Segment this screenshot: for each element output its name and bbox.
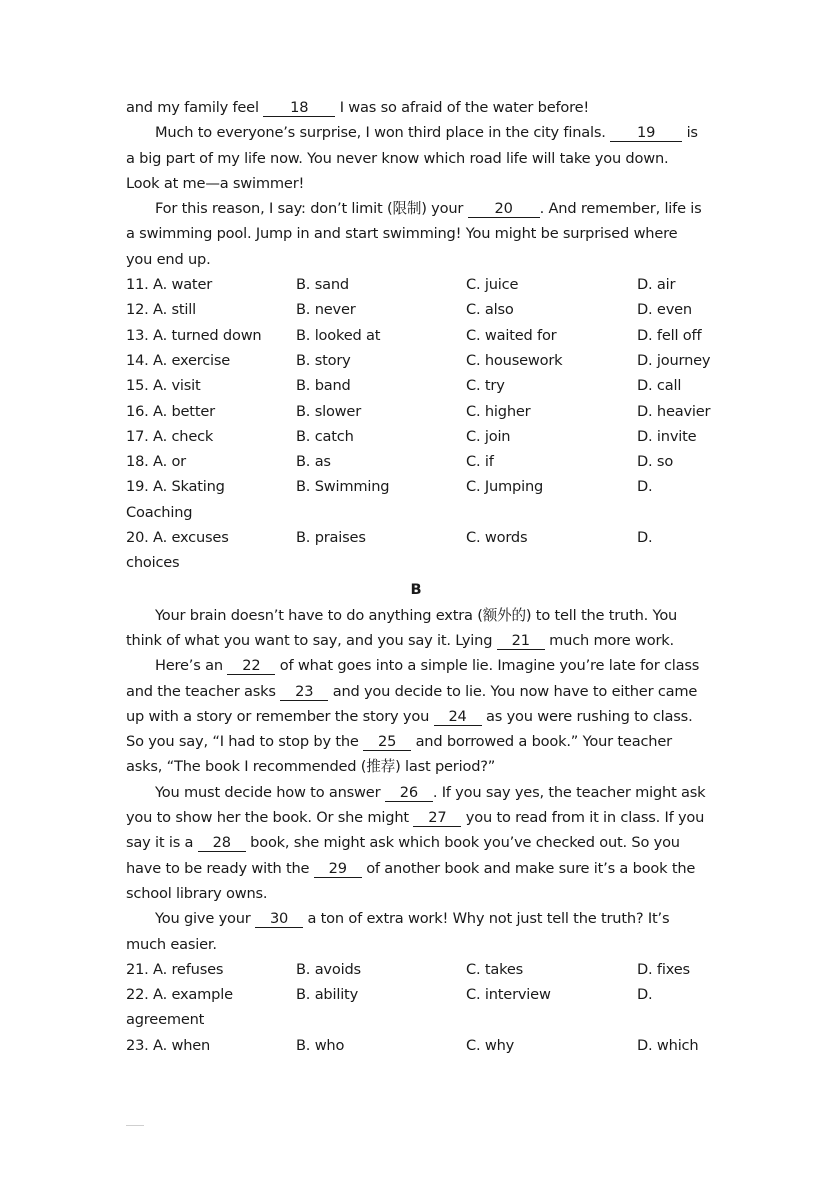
option-d: D. fixes <box>637 960 690 978</box>
option-row-19 <box>126 474 706 499</box>
section-b-heading: B <box>410 580 422 598</box>
option-c: C. juice <box>466 276 519 294</box>
blank-21: 21 <box>497 632 545 650</box>
option-d: D. call <box>637 377 682 395</box>
option-c: C. interview <box>466 986 551 1004</box>
option-d: D. air <box>637 276 676 294</box>
text-fragment: Your brain doesn’t have to do anything extra (额外的) to tell the truth. You think of what you want to say, and you say it. Lying <box>126 606 678 649</box>
text-fragment: and borrowed a book.” Your teacher asks, “The book I recommended (推荐) last period?” <box>126 733 672 776</box>
options-list-b <box>126 957 706 1058</box>
option-b: B. Swimming <box>296 478 390 496</box>
option-a: 23. A. when <box>126 1036 211 1054</box>
passage-b-paragraph-4 <box>126 906 706 957</box>
option-c: C. takes <box>466 960 524 978</box>
option-d: D. which <box>637 1036 699 1054</box>
option-d: D. invite <box>637 427 697 445</box>
option-a: 13. A. turned down <box>126 326 262 344</box>
option-c: C. if <box>466 453 494 471</box>
passage-b-paragraph-2 <box>126 653 706 779</box>
text-fragment: you to read from it in class. If you say it is a <box>126 809 705 852</box>
option-row-16 <box>126 399 711 424</box>
option-d: D. so <box>637 453 674 471</box>
option-a: 22. A. example <box>126 986 233 1004</box>
text-fragment: of what goes into a simple lie. Imagine you’re late for class and the teacher asks <box>126 657 700 700</box>
option-c: C. also <box>466 301 514 319</box>
option-b: B. band <box>296 377 351 395</box>
option-c: C. try <box>466 377 505 395</box>
blank-20: 20 <box>468 200 540 218</box>
option-b: B. story <box>296 351 351 369</box>
option-c: C. higher <box>466 402 531 420</box>
option-c: C. join <box>466 427 511 445</box>
blank-25: 25 <box>363 733 411 751</box>
option-d: D. even <box>637 301 692 319</box>
blank-27: 27 <box>413 809 461 827</box>
worksheet-content <box>126 95 711 1058</box>
text-fragment: Here’s an <box>155 657 228 675</box>
option-b: B. ability <box>296 986 359 1004</box>
option-a: 14. A. exercise <box>126 351 231 369</box>
text-fragment: Much to everyone’s surprise, I won third place in the city finals. <box>155 124 611 142</box>
option-row-21 <box>126 957 706 982</box>
option-a: 18. A. or <box>126 453 186 471</box>
option-a: 11. A. water <box>126 276 213 294</box>
option-d-continued: agreement <box>126 1011 205 1029</box>
option-a: 21. A. refuses <box>126 960 224 978</box>
passage-b-paragraph-1 <box>126 603 706 654</box>
option-b: B. avoids <box>296 960 361 978</box>
option-row-23 <box>126 1033 706 1058</box>
text-fragment: book, she might ask which book you’ve checked out. So you have to be ready with the <box>126 834 680 877</box>
option-d: D. fell off <box>637 326 702 344</box>
option-row-12 <box>126 297 706 322</box>
option-b: B. catch <box>296 427 354 445</box>
text-fragment: You must decide how to answer <box>155 783 385 801</box>
blank-26: 26 <box>385 784 433 802</box>
option-b: B. sand <box>296 276 349 294</box>
option-row-14 <box>126 348 711 373</box>
blank-28: 28 <box>198 834 246 852</box>
passage-a-line-1 <box>126 95 706 120</box>
option-row-17 <box>126 424 706 449</box>
option-row-13 <box>126 323 706 348</box>
blank-23: 23 <box>280 683 328 701</box>
option-d: D. journey <box>637 351 711 369</box>
text-fragment: You give your <box>155 910 256 928</box>
text-fragment: of another book and make sure it’s a book the school library owns. <box>126 859 696 902</box>
option-b: B. looked at <box>296 326 381 344</box>
option-d-continued: Coaching <box>126 503 193 521</box>
blank-19: 19 <box>610 124 682 142</box>
option-row-22 <box>126 982 706 1007</box>
option-row-15 <box>126 373 706 398</box>
text-fragment: For this reason, I say: don’t limit (限制) your <box>155 200 468 218</box>
text-fragment: a ton of extra work! Why not just tell the truth? It’s much easier. <box>126 910 670 953</box>
option-d: D. <box>637 986 653 1004</box>
option-d: D. <box>637 529 653 547</box>
option-d-continued: choices <box>126 554 180 572</box>
blank-29: 29 <box>314 860 362 878</box>
options-list-a <box>126 272 711 576</box>
page-footer-rule <box>126 1125 144 1126</box>
option-row-11 <box>126 272 706 297</box>
blank-30: 30 <box>255 910 303 928</box>
option-a: 12. A. still <box>126 301 196 319</box>
option-c: C. words <box>466 529 528 547</box>
text-fragment: and you decide to lie. You now have to either came up with a story or remember the story you <box>126 682 698 725</box>
option-a: 19. A. Skating <box>126 478 225 496</box>
option-row-18 <box>126 449 706 474</box>
text-fragment: . If you say yes, the teacher might ask you to show her the book. Or she might <box>126 783 706 827</box>
option-c: C. waited for <box>466 326 557 344</box>
blank-22: 22 <box>227 657 275 675</box>
text-fragment: as you were rushing to class. So you say, “I had to stop by the <box>126 707 693 751</box>
option-d: D. <box>637 478 653 496</box>
option-a: 16. A. better <box>126 402 215 420</box>
text-fragment: is a big part of my life now. You never know which road life will take you down. Look at me—a swimmer! <box>126 124 698 192</box>
option-b: B. slower <box>296 402 361 420</box>
option-row-20 <box>126 525 706 550</box>
option-c: C. why <box>466 1036 515 1054</box>
option-b: B. who <box>296 1036 345 1054</box>
option-a: 20. A. excuses <box>126 529 229 547</box>
blank-24: 24 <box>434 708 482 726</box>
option-d: D. heavier <box>637 402 711 420</box>
option-b: B. as <box>296 453 331 471</box>
text-fragment: much more work. <box>544 631 674 649</box>
text-fragment: and my family feel <box>126 99 264 116</box>
text-fragment: I was so afraid of the water before! <box>335 99 590 116</box>
option-c: C. Jumping <box>466 478 544 496</box>
option-b: B. praises <box>296 529 366 547</box>
option-b: B. never <box>296 301 356 319</box>
passage-b-paragraph-3 <box>126 780 706 906</box>
blank-18: 18 <box>263 99 335 117</box>
option-a: 15. A. visit <box>126 377 201 395</box>
option-c: C. housework <box>466 351 563 369</box>
passage-a-paragraph-2 <box>126 120 706 196</box>
passage-a-paragraph-3 <box>126 196 706 272</box>
text-fragment: . And remember, life is a swimming pool. Jump in and start swimming! You might be surprised where you end up. <box>126 200 702 268</box>
option-a: 17. A. check <box>126 427 214 445</box>
